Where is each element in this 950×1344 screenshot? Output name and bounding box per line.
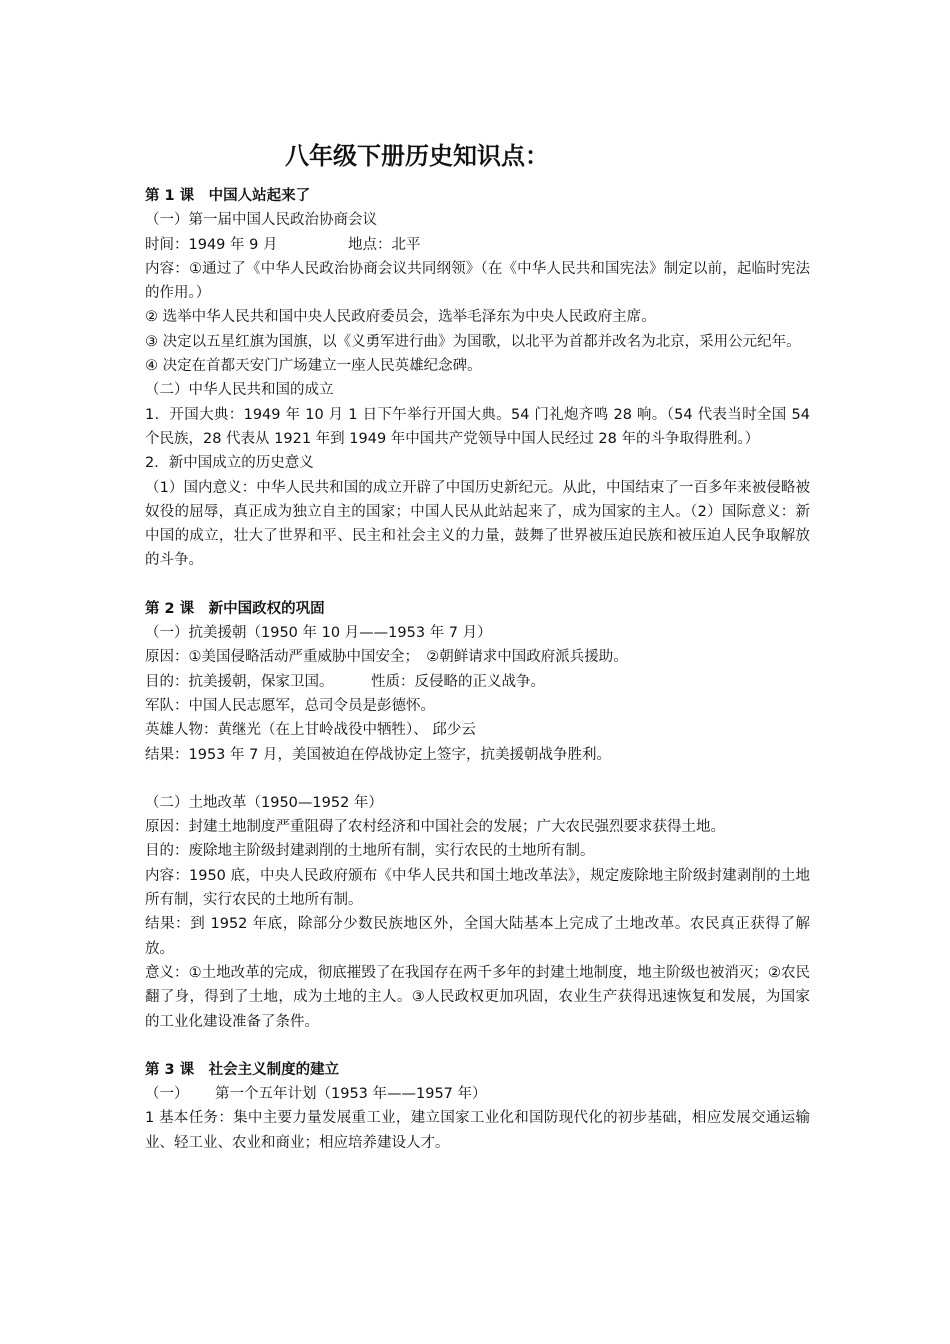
lesson-1-item-4: ④ 决定在首都天安门广场建立一座人民英雄纪念碑。 [145,358,482,375]
place-text: 地点：北平 [348,236,421,253]
lesson-2-purpose-nature [145,670,810,694]
time-text: 时间：1949 年 9 月 [145,236,278,253]
lesson-2-land-content: 内容：1950 底，中央人民政府颁布《中华人民共和国土地改革法》，规定废除地主阶级封建剥削的土地所有制，实行农民的土地所有制。 [145,867,810,909]
lesson-1-founding-ceremony: 1．开国大典：1949 年 10 月 1 日下午举行开国大典。54 门礼炮齐鸣 28 响。（54 代表当时全国 54 个民族，28 代表从 1921 年到 1949 年中国共产党领导中国人民经过 28 年的斗争取得胜利。） [145,406,810,447]
lesson-2-land-reason: 原因：封建土地制度严重阻碍了农村经济和中国社会的发展；广大农民强烈要求获得土地。 [145,819,725,836]
lesson-3-basic-task: 1 基本任务：集中主要力量发展重工业，建立国家工业化和国防现代化的初步基础，相应发展交通运输业、轻工业、农业和商业；相应培养建设人才。 [145,1110,810,1151]
lesson-2-army: 军队：中国人民志愿军，总司令员是彭德怀。 [145,697,435,714]
lesson-3-heading: 第 3 课 社会主义制度的建立 [145,1061,340,1078]
purpose-text: 目的：抗美援朝，保家卫国。 [145,673,334,690]
lesson-1-content: 内容：①通过了《中华人民政治协商会议共同纲领》（在《中华人民共和国宪法》制定以前，起临时宪法的作用。） [145,260,810,302]
spacer [145,573,810,597]
lesson-1-section-1: （一）第一届中国人民政治协商会议 [145,212,377,229]
lesson-1-significance: （1）国内意义：中华人民共和国的成立开辟了中国历史新纪元。从此，中国结束了一百多年来被侵略被奴役的屈辱，真正成为独立自主的国家；中国人民从此站起来了，成为国家的主人。（2）国际意义：新中国的成立，壮大了世界和平、民主和社会主义的力量，鼓舞了世界被压迫民族和被压迫人民争取解放的斗争。 [145,479,810,569]
lesson-2-land-result: 结果：到 1952 年底，除部分少数民族地区外，全国大陆基本上完成了土地改革。农民真正获得了解放。 [145,916,810,957]
lesson-1-item-2: ② 选举中华人民共和国中央人民政府委员会，选举毛泽东为中央人民政府主席。 [145,309,656,326]
nature-text: 性质：反侵略的正义战争。 [371,673,545,690]
lesson-2-result: 结果：1953 年 7 月，美国被迫在停战协定上签字，抗美援朝战争胜利。 [145,746,611,763]
lesson-2-reason: 原因：①美国侵略活动严重威胁中国安全； ②朝鲜请求中国政府派兵援助。 [145,649,628,666]
lesson-1-section-2: （二）中华人民共和国的成立 [145,382,334,399]
spacer [145,767,810,791]
lesson-2-section-2: （二）土地改革（1950—1952 年） [145,794,383,811]
lesson-1-significance-title: 2．新中国成立的历史意义 [145,455,314,472]
section-title: 第一个五年计划（1953 年——1957 年） [215,1086,487,1103]
lesson-1-time-place [145,233,810,257]
lesson-2-land-meaning: 意义：①土地改革的完成，彻底摧毁了在我国存在两千多年的封建土地制度，地主阶级也被消灭；②农民翻了身，得到了土地，成为土地的主人。③人民政权更加巩固，农业生产获得迅速恢复和发展，为国家的工业化建设准备了条件。 [145,964,810,1030]
lesson-2-land-purpose: 目的：废除地主阶级封建剥削的土地所有制，实行农民的土地所有制。 [145,843,595,860]
lesson-1-item-3: ③ 决定以五星红旗为国旗，以《义勇军进行曲》为国歌，以北平为首都并改名为北京，采用公元纪年。 [145,333,801,350]
document-body [145,138,810,1155]
page-title: 八年级下册历史知识点： [285,142,549,170]
spacer [145,1034,810,1058]
lesson-3-section-1 [145,1082,810,1106]
lesson-2-heading: 第 2 课 新中国政权的巩固 [145,600,325,617]
lesson-2-section-1: （一）抗美援朝（1950 年 10 月——1953 年 7 月） [145,625,492,642]
section-number: （一） [145,1086,189,1103]
lesson-1-heading: 第 1 课 中国人站起来了 [145,188,311,204]
lesson-2-heroes: 英雄人物：黄继光（在上甘岭战役中牺牲）、 邱少云 [145,722,476,739]
